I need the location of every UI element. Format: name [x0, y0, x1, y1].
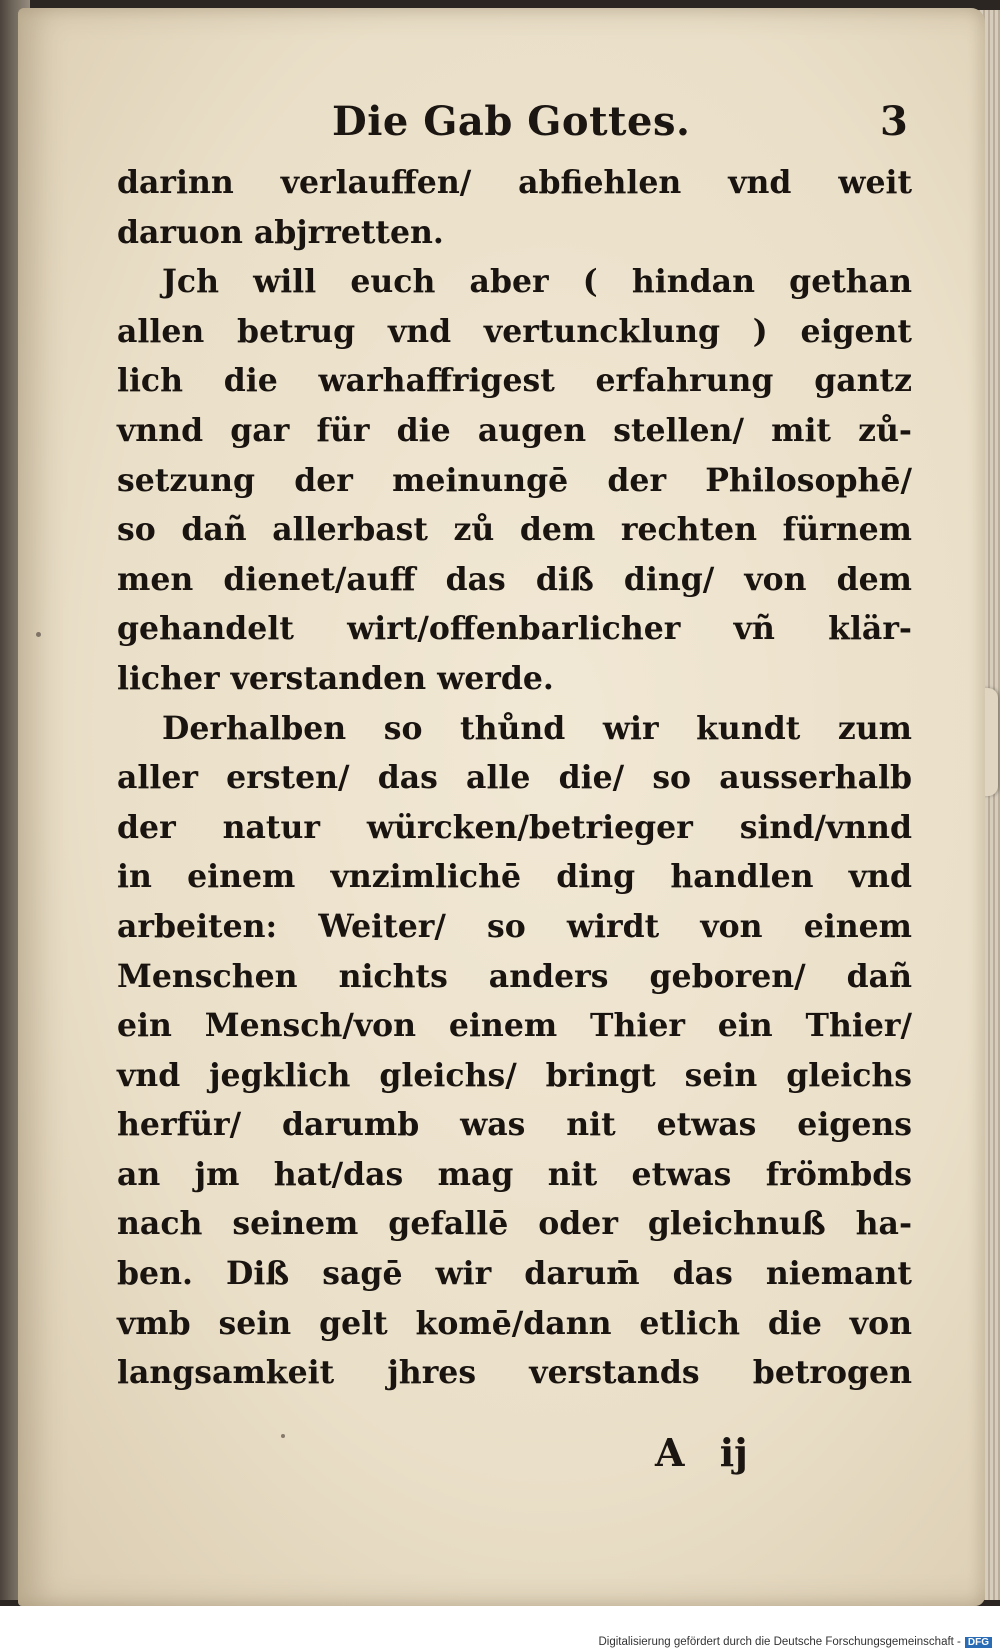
- text-line: an jm hat/das mag nit etwas frömbds: [117, 1155, 913, 1193]
- text-line: vmb sein gelt komē/dann etlich die von: [117, 1304, 913, 1342]
- text-line: der natur würcken/betrieger sind/vnnd: [117, 808, 912, 846]
- dfg-logo: DFG: [965, 1637, 992, 1648]
- body-text: [117, 158, 912, 1398]
- text-line: Derhalben so thůnd wir kundt zum: [162, 709, 912, 747]
- text-line: ein Mensch/von einem Thier ein Thier/: [117, 1007, 912, 1045]
- text-line: langsamkeit jhres verstands betrogen: [117, 1354, 913, 1392]
- text-line: ben. Diß sagē wir darum̄ das niemant: [117, 1255, 912, 1293]
- text-line: in einem vnzimlichē ding handlen vnd: [117, 858, 912, 896]
- text-line: men dienet/auff das diß ding/ von dem: [117, 560, 913, 598]
- text-line: Jch will euch aber ( hindan gethan: [162, 263, 913, 301]
- text-line: setzung der meinungē der Philosophē/: [117, 461, 912, 499]
- digitization-credit: [598, 1636, 992, 1648]
- text-line: licher verstanden werde.: [117, 659, 554, 697]
- text-line: allen betrug vnd vertuncklung ) eigent: [117, 312, 912, 350]
- text-line: herfür/ darumb was nit etwas eigens: [117, 1106, 913, 1144]
- text-line: Menschen nichts anders geboren/ dañ: [117, 957, 912, 995]
- text-line: lich die warhaffrigest erfahrung gantz: [117, 362, 912, 400]
- running-head: Die Gab Gottes.: [332, 98, 691, 145]
- text-line: vnd jegklich gleichs/ bringt sein gleichs: [117, 1056, 913, 1094]
- text-line: gehandelt wirt/offenbarlicher vñ klär-: [117, 610, 912, 648]
- text-line: vnnd gar für die augen stellen/ mit zů-: [117, 411, 912, 449]
- page-number: 3: [880, 98, 908, 145]
- ink-speck: [281, 1434, 285, 1438]
- text-line: darinn verlauffen/ abfiehlen vnd weit: [117, 164, 913, 201]
- credit-text: Digitalisierung gefördert durch die Deutsche Forschungsgemeinschaft -: [598, 1636, 961, 1648]
- text-line: aller ersten/ das alle die/ so ausserhalb: [117, 759, 912, 797]
- signature-mark: A ij: [655, 1430, 748, 1475]
- text-line: nach seinem gefallē oder gleichnuß ha-: [117, 1205, 913, 1243]
- text-line: arbeiten: Weiter/ so wirdt von einem: [117, 907, 912, 945]
- ink-speck: [36, 632, 41, 637]
- text-line: so dañ allerbast zů dem rechten fürnem: [117, 511, 912, 549]
- text-line: daruon abjrretten.: [117, 213, 444, 251]
